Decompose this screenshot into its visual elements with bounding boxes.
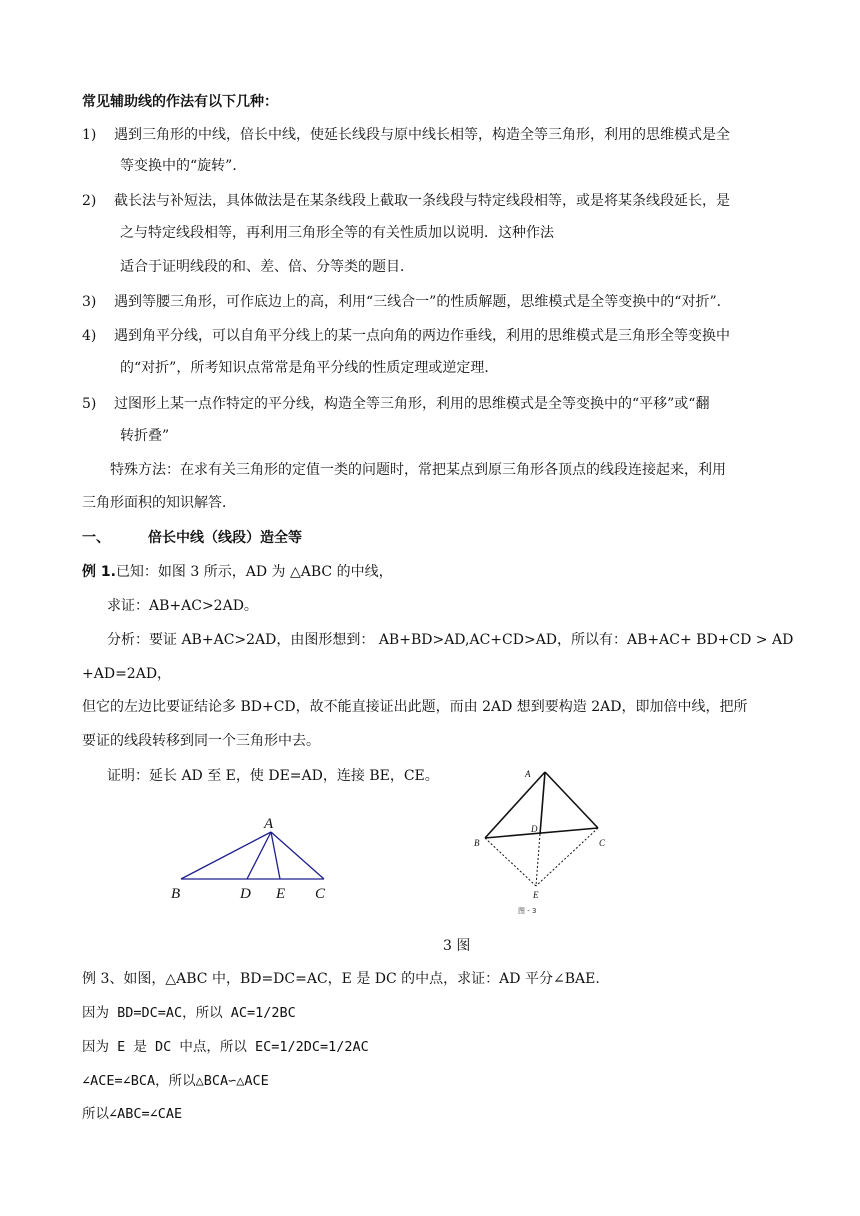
label-a: A	[525, 769, 531, 779]
item-text: 遇到等腰三角形，可作底边上的高，利用“三线合一”的性质解题，思维模式是全等变换中的“对折”．	[114, 294, 731, 310]
list-item	[82, 326, 779, 346]
label-b: B	[171, 886, 181, 902]
example1-analysis-cont: 要证的线段转移到同一个三角形中去。	[82, 733, 320, 749]
example-label: 例 1.	[82, 564, 116, 580]
segment-ad	[540, 772, 545, 834]
item-text-cont: 之与特定线段相等，再利用三角形全等的有关性质加以说明．这种作法	[120, 225, 554, 241]
item-text: 遇到角平分线，可以自角平分线上的某一点向角的两边作垂线，利用的思维模式是三角形全等变换中	[114, 328, 730, 344]
segment-ac	[545, 772, 598, 828]
example1-analysis-cont: 但它的左边比要证结论多 BD+CD，故不能直接证出此题，而由 2AD 想到要构造 2AD，即加倍中线，把所	[82, 699, 748, 715]
triangle-figure-right	[465, 762, 615, 922]
item-text: 过图形上某一点作特定的平分线，构造全等三角形，利用的思维模式是全等变换中的“平移”或“翻	[114, 396, 710, 412]
item-number: 3)	[82, 294, 97, 310]
figure-caption: 3 图	[443, 938, 471, 954]
example3-title: 例 3、如图，△ABC 中，BD=DC=AC，E 是 DC 的中点，求证：AD 平分∠BAE.	[82, 971, 600, 987]
label-e: E	[533, 890, 539, 900]
item-text-cont: 的“对折”，所考知识点常常是角平分线的性质定理或逆定理．	[120, 360, 499, 376]
example3-step: 所以∠ABC=∠CAE	[82, 1106, 183, 1122]
segment-ab	[181, 832, 271, 879]
label-c: C	[599, 838, 606, 848]
triangle-figure-left	[165, 810, 345, 905]
example3-step: 因为 BD=DC=AC，所以 AC=1/2BC	[82, 1005, 296, 1021]
example1-given: 已知：如图 3 所示，AD 为 △ABC 的中线，	[115, 564, 393, 580]
item-number: 5)	[82, 396, 97, 412]
item-number: 1)	[82, 127, 97, 143]
list-item	[82, 125, 779, 145]
special-method: 特殊方法：在求有关三角形的定值一类的问题时，常把某点到原三角形各顶点的线段连接起来，利用	[110, 462, 726, 478]
section-heading	[82, 528, 302, 548]
item-text: 截长法与补短法，具体做法是在某条线段上截取一条线段与特定线段相等，或是将某条线段延长，是	[114, 193, 730, 209]
segment-de	[536, 834, 540, 886]
figure-right-caption: 图 - 3	[518, 907, 537, 915]
example1-prove: 求证：AB+AC>2AD。	[107, 598, 258, 614]
example3-step: ∠ACE=∠BCA，所以△BCA∽△ACE	[82, 1073, 269, 1089]
section-number: 一、	[82, 530, 110, 546]
example1-proof: 证明：延长 AD 至 E，使 DE=AD，连接 BE，CE。	[107, 768, 439, 784]
item-number: 4)	[82, 328, 97, 344]
label-d: D	[531, 824, 538, 834]
list-item	[82, 394, 779, 414]
list-item	[82, 292, 731, 312]
example1-given-line	[82, 562, 393, 582]
segment-ad	[247, 832, 271, 879]
label-c: C	[315, 886, 326, 902]
label-b: B	[474, 838, 480, 848]
item-number: 2)	[82, 193, 97, 209]
section-title: 倍长中线（线段）造全等	[148, 530, 302, 546]
segment-bc	[485, 828, 598, 838]
item-text-cont: 转折叠”	[120, 428, 170, 444]
label-e: E	[276, 886, 286, 902]
label-d: D	[240, 886, 251, 902]
label-a: A	[264, 816, 274, 832]
segment-be	[485, 838, 536, 886]
heading: 常见辅助线的作法有以下几种：	[82, 94, 278, 110]
item-text-cont: 等变换中的“旋转”．	[120, 158, 247, 174]
list-item	[82, 191, 779, 211]
example3-step: 因为 E 是 DC 中点，所以 EC=1/2DC=1/2AC	[82, 1039, 369, 1055]
special-method-cont: 三角形面积的知识解答．	[82, 495, 236, 511]
item-text-cont: 适合于证明线段的和、差、倍、分等类的题目．	[120, 259, 414, 275]
segment-ce	[536, 828, 598, 886]
item-text: 遇到三角形的中线，倍长中线，使延长线段与原中线长相等，构造全等三角形，利用的思维模式是全	[114, 127, 730, 143]
example1-analysis-cont: +AD=2AD，	[82, 666, 172, 682]
example1-analysis: 分析：要证 AB+AC>2AD，由图形想到： AB+BD>AD,AC+CD>AD，所以有：AB+AC+ BD+CD > AD	[107, 632, 794, 648]
